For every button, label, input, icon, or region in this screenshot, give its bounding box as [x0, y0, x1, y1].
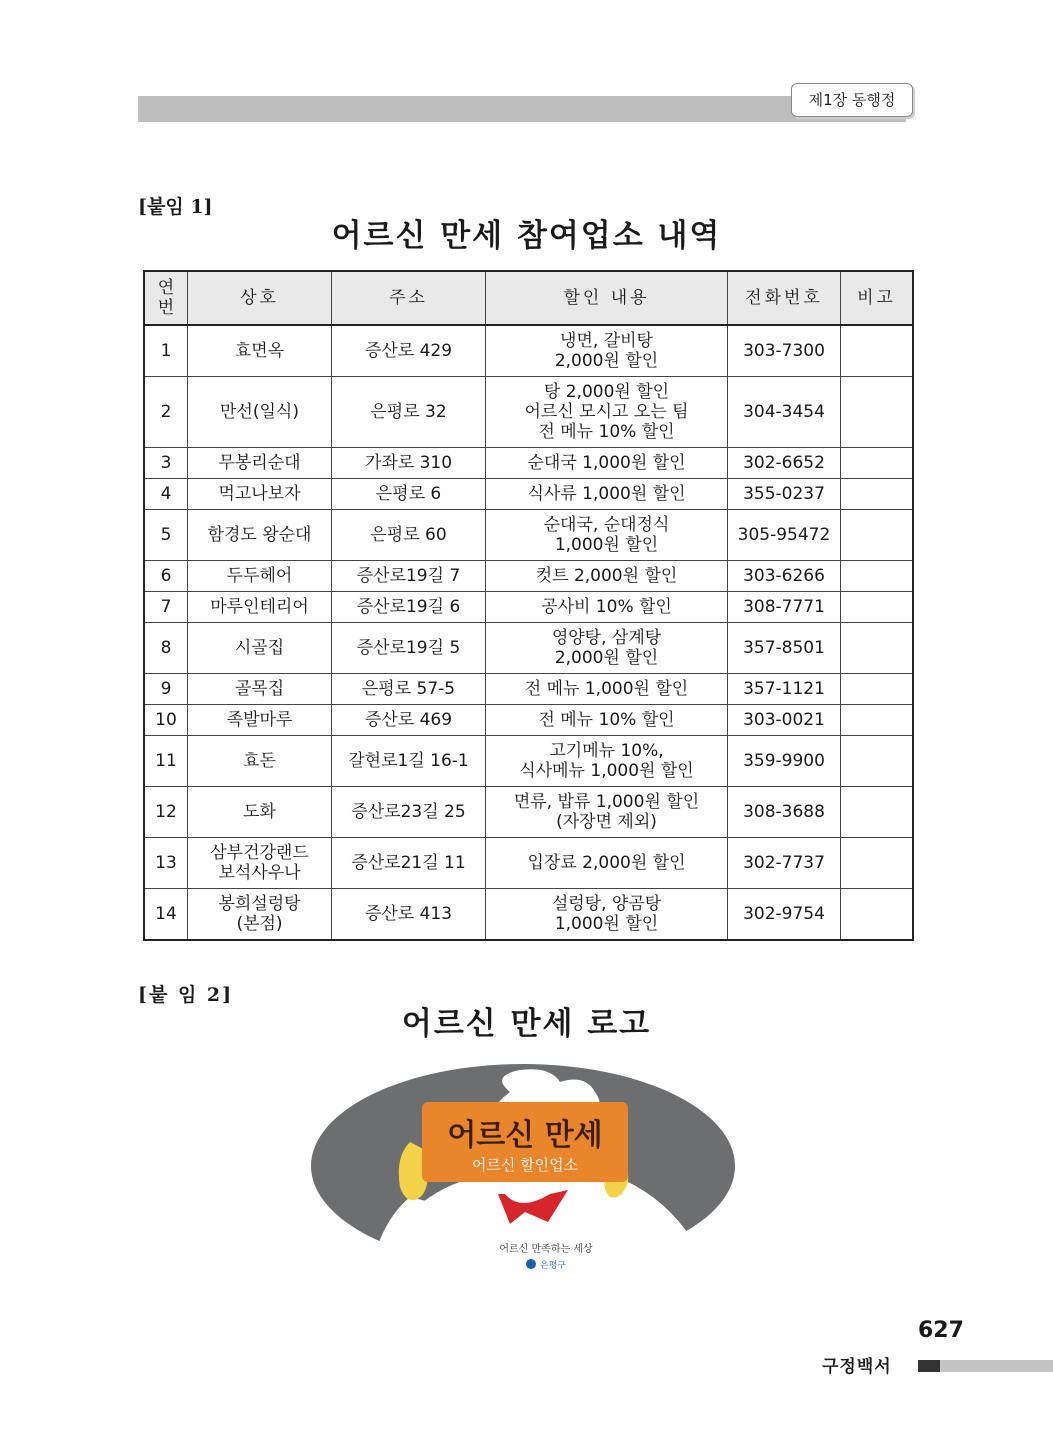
- page-number: 627: [918, 1318, 964, 1343]
- cell-discount: 식사류 1,000원 할인: [486, 479, 728, 510]
- table-row: [144, 479, 913, 510]
- cell-note: [841, 674, 914, 705]
- cell-name: 두두헤어: [188, 561, 332, 592]
- chapter-tab: 제1장 동행정: [791, 83, 913, 117]
- cell-discount: 입장료 2,000원 할인: [486, 838, 728, 889]
- cell-phone: 359-9900: [728, 736, 841, 787]
- footer-bar-dark: [918, 1360, 940, 1372]
- cell-address: 증산로19길 6: [332, 592, 486, 623]
- cell-no: 4: [144, 479, 188, 510]
- header-address: 주소: [332, 271, 486, 325]
- table-row: [144, 889, 913, 941]
- cell-no: 2: [144, 377, 188, 448]
- appendix-1-label: [붙임 1]: [138, 196, 213, 218]
- cell-no: 11: [144, 736, 188, 787]
- cell-address: 증산로19길 5: [332, 623, 486, 674]
- cell-address: 증산로23길 25: [332, 787, 486, 838]
- table-row: [144, 448, 913, 479]
- cell-phone: 357-1121: [728, 674, 841, 705]
- cell-name: 효돈: [188, 736, 332, 787]
- cell-no: 5: [144, 510, 188, 561]
- table-row: [144, 787, 913, 838]
- cell-address: 증산로21길 11: [332, 838, 486, 889]
- table-row: [144, 510, 913, 561]
- cell-phone: 355-0237: [728, 479, 841, 510]
- table-row: [144, 377, 913, 448]
- cell-phone: 357-8501: [728, 623, 841, 674]
- cell-discount: 면류, 밥류 1,000원 할인 (자장면 제외): [486, 787, 728, 838]
- table-row: [144, 674, 913, 705]
- table-row: [144, 736, 913, 787]
- table-row: [144, 592, 913, 623]
- cell-phone: 302-9754: [728, 889, 841, 941]
- logo-graphic: [310, 1062, 740, 1282]
- cell-no: 3: [144, 448, 188, 479]
- org-emblem-icon: [526, 1259, 536, 1269]
- cell-name: 삼부건강랜드 보석사우나: [188, 838, 332, 889]
- cell-name: 족발마루: [188, 705, 332, 736]
- table-header-row: [144, 271, 913, 325]
- cell-address: 은평로 6: [332, 479, 486, 510]
- cell-name: 효면옥: [188, 325, 332, 377]
- header-phone: 전화번호: [728, 271, 841, 325]
- cell-discount: 순대국, 순대정식 1,000원 할인: [486, 510, 728, 561]
- cell-phone: 308-7771: [728, 592, 841, 623]
- cell-no: 7: [144, 592, 188, 623]
- cell-discount: 탕 2,000원 할인 어르신 모시고 오는 팀 전 메뉴 10% 할인: [486, 377, 728, 448]
- participating-businesses-table: [143, 270, 914, 941]
- cell-address: 증산로19길 7: [332, 561, 486, 592]
- cell-no: 6: [144, 561, 188, 592]
- cell-address: 증산로 469: [332, 705, 486, 736]
- cell-address: 증산로 429: [332, 325, 486, 377]
- table-row: [144, 325, 913, 377]
- cell-note: [841, 623, 914, 674]
- cell-address: 증산로 413: [332, 889, 486, 941]
- cell-phone: 302-6652: [728, 448, 841, 479]
- table-row: [144, 623, 913, 674]
- table-row: [144, 561, 913, 592]
- cell-discount: 설렁탕, 양곰탕 1,000원 할인: [486, 889, 728, 941]
- header-no: 연 번: [144, 271, 188, 325]
- cell-name: 함경도 왕순대: [188, 510, 332, 561]
- cell-phone: 308-3688: [728, 787, 841, 838]
- footer-bar-light: [940, 1360, 1053, 1372]
- table-body: [144, 325, 913, 940]
- cell-note: [841, 479, 914, 510]
- header-name: 상호: [188, 271, 332, 325]
- logo-slogan: 어르신 만족하는 세상: [499, 1244, 593, 1255]
- cell-name: 시골집: [188, 623, 332, 674]
- appendix-1-title: 어르신 만세 참여업소 내역: [331, 218, 722, 254]
- cell-name: 골목집: [188, 674, 332, 705]
- cell-no: 13: [144, 838, 188, 889]
- cell-address: 은평로 32: [332, 377, 486, 448]
- logo: [310, 1062, 740, 1282]
- table-row: [144, 705, 913, 736]
- cell-discount: 냉면, 갈비탕 2,000원 할인: [486, 325, 728, 377]
- cell-note: [841, 377, 914, 448]
- cell-discount: 고기메뉴 10%, 식사메뉴 1,000원 할인: [486, 736, 728, 787]
- cell-phone: 303-0021: [728, 705, 841, 736]
- cell-no: 10: [144, 705, 188, 736]
- cell-address: 갈현로1길 16-1: [332, 736, 486, 787]
- cell-address: 은평로 57-5: [332, 674, 486, 705]
- appendix-2-label: [붙 임 2]: [138, 984, 234, 1006]
- cell-name: 마루인테리어: [188, 592, 332, 623]
- cell-phone: 303-7300: [728, 325, 841, 377]
- cell-name: 만선(일식): [188, 377, 332, 448]
- cell-note: [841, 705, 914, 736]
- book-title: 구정백서: [822, 1357, 892, 1377]
- cell-note: [841, 838, 914, 889]
- cell-note: [841, 561, 914, 592]
- cell-name: 도화: [188, 787, 332, 838]
- table-row: [144, 838, 913, 889]
- cell-name: 먹고나보자: [188, 479, 332, 510]
- cell-discount: 전 메뉴 1,000원 할인: [486, 674, 728, 705]
- cell-name: 무봉리순대: [188, 448, 332, 479]
- cell-no: 9: [144, 674, 188, 705]
- header-discount: 할인 내용: [486, 271, 728, 325]
- cell-note: [841, 448, 914, 479]
- cell-no: 1: [144, 325, 188, 377]
- cell-discount: 전 메뉴 10% 할인: [486, 705, 728, 736]
- cell-note: [841, 889, 914, 941]
- cell-phone: 303-6266: [728, 561, 841, 592]
- cell-no: 12: [144, 787, 188, 838]
- cell-phone: 305-95472: [728, 510, 841, 561]
- logo-main-text: 어르신 만세: [447, 1118, 603, 1153]
- cell-address: 가좌로 310: [332, 448, 486, 479]
- cell-note: [841, 510, 914, 561]
- cell-no: 8: [144, 623, 188, 674]
- appendix-2-title: 어르신 만세 로고: [401, 1006, 652, 1042]
- cell-note: [841, 736, 914, 787]
- cell-note: [841, 787, 914, 838]
- cell-discount: 공사비 10% 할인: [486, 592, 728, 623]
- logo-org: 은평구: [540, 1261, 567, 1271]
- cell-note: [841, 592, 914, 623]
- cell-phone: 302-7737: [728, 838, 841, 889]
- cell-discount: 영양탕, 삼계탕 2,000원 할인: [486, 623, 728, 674]
- cell-name: 봉희설렁탕 (본점): [188, 889, 332, 941]
- cell-phone: 304-3454: [728, 377, 841, 448]
- cell-note: [841, 325, 914, 377]
- header-note: 비고: [841, 271, 914, 325]
- cell-discount: 컷트 2,000원 할인: [486, 561, 728, 592]
- cell-no: 14: [144, 889, 188, 941]
- logo-sub-text: 어르신 할인업소: [471, 1156, 579, 1174]
- cell-discount: 순대국 1,000원 할인: [486, 448, 728, 479]
- cell-address: 은평로 60: [332, 510, 486, 561]
